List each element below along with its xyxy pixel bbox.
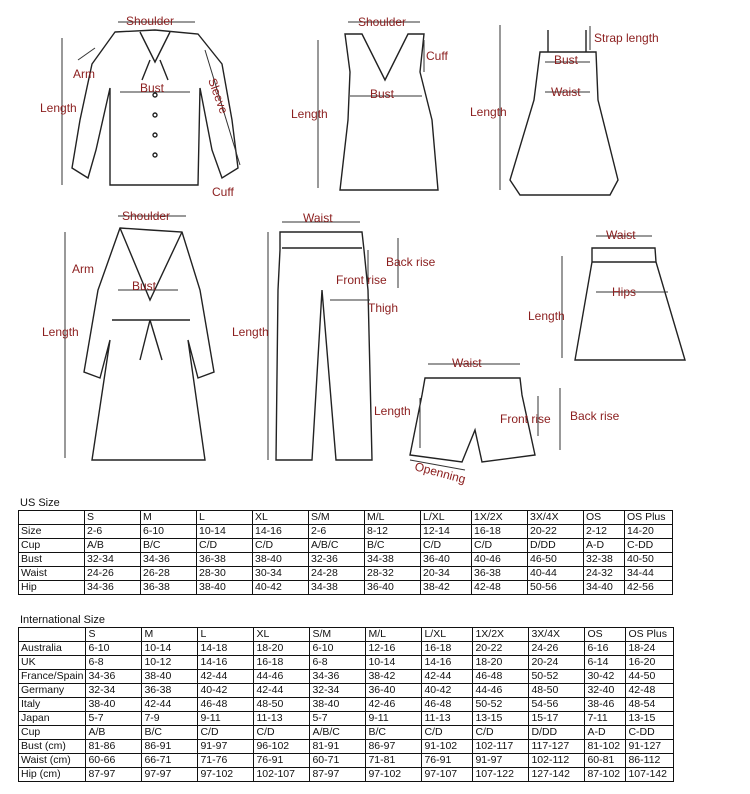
table-row — [19, 525, 673, 539]
size-cell: 42-48 — [472, 581, 528, 595]
size-cell: 38-40 — [142, 670, 198, 684]
size-cell: 46-50 — [528, 553, 584, 567]
size-cell: 48-50 — [254, 698, 310, 712]
intl-size-table — [18, 627, 674, 782]
size-cell: B/C — [366, 726, 422, 740]
table-header-row — [19, 628, 674, 642]
size-cell: 38-40 — [86, 698, 142, 712]
size-cell: 9-11 — [366, 712, 422, 726]
size-cell: 107-122 — [473, 768, 529, 782]
size-cell: 71-76 — [198, 754, 254, 768]
size-cell: S — [86, 628, 142, 642]
size-cell: 36-40 — [421, 553, 472, 567]
size-cell: 24-32 — [584, 567, 625, 581]
size-cell: A/B — [86, 726, 142, 740]
size-cell: XL — [254, 628, 310, 642]
shirt-arm-label: Arm — [73, 67, 95, 81]
size-cell: 28-30 — [197, 567, 253, 581]
size-cell: 34-36 — [310, 670, 366, 684]
size-cell: 13-15 — [473, 712, 529, 726]
size-cell: 44-50 — [626, 670, 674, 684]
size-cell: 38-40 — [197, 581, 253, 595]
trousers-waist-label: Waist — [303, 211, 333, 225]
size-cell: 50-56 — [528, 581, 584, 595]
size-cell: 1X/2X — [472, 511, 528, 525]
table-row — [19, 754, 674, 768]
size-cell: 32-36 — [309, 553, 365, 567]
trousers-drawing — [268, 222, 398, 460]
size-cell: 2-12 — [584, 525, 625, 539]
size-cell: 91-102 — [422, 740, 473, 754]
size-cell: 20-34 — [421, 567, 472, 581]
coat-bust-label: Bust — [132, 279, 157, 293]
size-cell: 16-18 — [422, 642, 473, 656]
coat-arm-label: Arm — [72, 262, 94, 276]
size-cell: A-D — [585, 726, 626, 740]
size-cell: 44-46 — [254, 670, 310, 684]
size-cell: 38-42 — [421, 581, 472, 595]
size-cell: 24-26 — [529, 642, 585, 656]
shirt-sleeve-label: Sleeve — [205, 76, 231, 116]
trousers-back-rise-label: Back rise — [386, 255, 436, 269]
size-cell: 18-20 — [254, 642, 310, 656]
size-cell: 10-14 — [197, 525, 253, 539]
size-cell: 6-10 — [86, 642, 142, 656]
size-cell: C/D — [254, 726, 310, 740]
table-row — [19, 553, 673, 567]
dress-bust-label: Bust — [554, 53, 579, 67]
size-cell: B/C — [365, 539, 421, 553]
table-row — [19, 670, 674, 684]
size-cell: 32-38 — [584, 553, 625, 567]
size-cell: 42-46 — [366, 698, 422, 712]
size-cell: 42-44 — [254, 684, 310, 698]
size-cell: 117-127 — [529, 740, 585, 754]
size-cell: A/B/C — [310, 726, 366, 740]
table-row — [19, 539, 673, 553]
size-cell: S/M — [310, 628, 366, 642]
size-cell: 66-71 — [142, 754, 198, 768]
skirt-waist-label: Waist — [606, 228, 636, 242]
size-cell: 102-107 — [254, 768, 310, 782]
size-cell: C/D — [253, 539, 309, 553]
size-cell: 6-10 — [141, 525, 197, 539]
size-cell: 24-26 — [85, 567, 141, 581]
size-cell: 6-10 — [310, 642, 366, 656]
dress-length-label: Length — [470, 105, 507, 119]
shorts-length-label: Length — [374, 404, 411, 418]
size-cell: 34-36 — [141, 553, 197, 567]
size-cell: 87-97 — [86, 768, 142, 782]
size-cell: 12-16 — [366, 642, 422, 656]
shorts-opening-label: Openning — [413, 459, 468, 487]
size-cell: 38-40 — [253, 553, 309, 567]
shorts-back-rise-label: Back rise — [570, 409, 620, 423]
size-cell: 10-14 — [366, 656, 422, 670]
size-cell: 5-7 — [86, 712, 142, 726]
size-cell: 10-14 — [142, 642, 198, 656]
table-row — [19, 698, 674, 712]
row-label-cell: Cup — [19, 726, 86, 740]
size-cell: 42-44 — [422, 670, 473, 684]
coat-length-label: Length — [42, 325, 79, 339]
shirt-cuff-label: Cuff — [212, 185, 234, 199]
row-label-cell: Waist — [19, 567, 85, 581]
row-label-cell: Italy — [19, 698, 86, 712]
size-cell: 38-42 — [366, 670, 422, 684]
size-cell: C/D — [421, 539, 472, 553]
size-cell: XL — [253, 511, 309, 525]
size-cell: 34-36 — [86, 670, 142, 684]
size-cell: 6-8 — [310, 656, 366, 670]
size-cell: L/XL — [421, 511, 472, 525]
size-cell: 14-16 — [253, 525, 309, 539]
size-cell: 34-38 — [309, 581, 365, 595]
size-cell: 87-102 — [585, 768, 626, 782]
row-label-cell: Cup — [19, 539, 85, 553]
size-cell: 34-38 — [365, 553, 421, 567]
size-cell: C/D — [422, 726, 473, 740]
row-label-cell: Germany — [19, 684, 86, 698]
size-cell: 16-20 — [626, 656, 674, 670]
size-cell: 36-40 — [365, 581, 421, 595]
size-cell: 102-117 — [473, 740, 529, 754]
size-cell: 10-12 — [142, 656, 198, 670]
size-cell: M/L — [366, 628, 422, 642]
size-cell: C/D — [472, 539, 528, 553]
size-cell: 76-91 — [254, 754, 310, 768]
size-cell: 30-34 — [253, 567, 309, 581]
size-cell: 38-46 — [585, 698, 626, 712]
size-cell: 30-42 — [585, 670, 626, 684]
size-cell: 7-9 — [142, 712, 198, 726]
size-cell: 91-97 — [473, 754, 529, 768]
size-cell: 9-11 — [198, 712, 254, 726]
size-cell: 7-11 — [585, 712, 626, 726]
size-cell: 1X/2X — [473, 628, 529, 642]
size-cell: 32-34 — [310, 684, 366, 698]
size-cell: 16-18 — [472, 525, 528, 539]
size-cell: 42-56 — [625, 581, 673, 595]
size-cell: OS Plus — [626, 628, 674, 642]
size-cell: 14-18 — [198, 642, 254, 656]
size-cell: 34-40 — [584, 581, 625, 595]
row-label-cell: UK — [19, 656, 86, 670]
shorts-front-rise-label: Front rise — [500, 412, 551, 426]
size-cell: C-DD — [626, 726, 674, 740]
skirt-length-label: Length — [528, 309, 565, 323]
table-row — [19, 740, 674, 754]
size-cell: 14-20 — [625, 525, 673, 539]
tank-bust-label: Bust — [370, 87, 395, 101]
skirt-hips-label: Hips — [612, 285, 637, 299]
size-cell: 36-38 — [142, 684, 198, 698]
dress-drawing — [500, 25, 618, 195]
size-cell: 97-102 — [366, 768, 422, 782]
table-row — [19, 684, 674, 698]
size-cell: 60-81 — [585, 754, 626, 768]
size-cell: 38-40 — [310, 698, 366, 712]
us-size-table — [18, 510, 673, 595]
size-cell: 13-15 — [626, 712, 674, 726]
size-cell: 44-46 — [473, 684, 529, 698]
row-label-cell: Hip — [19, 581, 85, 595]
size-cell: 32-40 — [585, 684, 626, 698]
size-cell: 12-14 — [421, 525, 472, 539]
size-cell: 32-34 — [85, 553, 141, 567]
trousers-length-label: Length — [232, 325, 269, 339]
coat-shoulder-label: Shoulder — [122, 209, 171, 223]
size-cell: 34-36 — [85, 581, 141, 595]
row-label-cell — [19, 511, 85, 525]
size-cell: A-D — [584, 539, 625, 553]
size-cell: 50-52 — [473, 698, 529, 712]
size-cell: 20-22 — [528, 525, 584, 539]
size-cell: 6-14 — [585, 656, 626, 670]
size-cell: D/DD — [528, 539, 584, 553]
size-cell: 102-112 — [529, 754, 585, 768]
dress-strap-length-label: Strap length — [594, 31, 659, 45]
size-cell: 81-86 — [86, 740, 142, 754]
size-cell: OS Plus — [625, 511, 673, 525]
size-cell: 32-34 — [86, 684, 142, 698]
size-cell: 42-44 — [198, 670, 254, 684]
size-cell: 14-16 — [198, 656, 254, 670]
row-label-cell — [19, 628, 86, 642]
size-cell: 48-54 — [626, 698, 674, 712]
size-cell: 86-112 — [626, 754, 674, 768]
size-cell: 5-7 — [310, 712, 366, 726]
size-cell: 36-40 — [366, 684, 422, 698]
size-cell: C/D — [473, 726, 529, 740]
size-cell: 18-20 — [473, 656, 529, 670]
size-cell: 40-46 — [472, 553, 528, 567]
size-cell: C/D — [197, 539, 253, 553]
size-cell: 46-48 — [422, 698, 473, 712]
size-cell: 34-44 — [625, 567, 673, 581]
size-cell: 71-81 — [366, 754, 422, 768]
size-cell: 8-12 — [365, 525, 421, 539]
table-row — [19, 656, 674, 670]
us-size-title: US Size — [20, 497, 60, 509]
tank-shoulder-label: Shoulder — [358, 15, 407, 29]
size-cell: 42-48 — [626, 684, 674, 698]
size-cell: 36-38 — [472, 567, 528, 581]
size-cell: 60-66 — [86, 754, 142, 768]
size-cell: 3X/4X — [529, 628, 585, 642]
size-cell: 97-107 — [422, 768, 473, 782]
table-row — [19, 726, 674, 740]
trousers-front-rise-label: Front rise — [336, 273, 387, 287]
size-cell: 46-48 — [473, 670, 529, 684]
shirt-shoulder-label: Shoulder — [126, 14, 175, 28]
row-label-cell: Waist (cm) — [19, 754, 86, 768]
size-cell: 24-28 — [309, 567, 365, 581]
size-cell: 97-97 — [142, 768, 198, 782]
size-cell: 91-97 — [198, 740, 254, 754]
size-cell: L — [198, 628, 254, 642]
row-label-cell: Bust (cm) — [19, 740, 86, 754]
size-cell: M — [142, 628, 198, 642]
size-cell: OS — [584, 511, 625, 525]
size-cell: S/M — [309, 511, 365, 525]
tank-cuff-label: Cuff — [426, 49, 448, 63]
size-cell: M/L — [365, 511, 421, 525]
size-cell: 46-48 — [198, 698, 254, 712]
size-cell: 14-16 — [422, 656, 473, 670]
size-cell: 15-17 — [529, 712, 585, 726]
shirt-bust-label: Bust — [140, 81, 165, 95]
size-cell: 6-8 — [86, 656, 142, 670]
size-cell: 48-50 — [529, 684, 585, 698]
size-cell: 36-38 — [197, 553, 253, 567]
tank-length-label: Length — [291, 107, 328, 121]
size-cell: 11-13 — [254, 712, 310, 726]
row-label-cell: Bust — [19, 553, 85, 567]
size-cell: A/B — [85, 539, 141, 553]
size-cell: L/XL — [422, 628, 473, 642]
dress-waist-label: Waist — [551, 85, 581, 99]
size-cell: 11-13 — [422, 712, 473, 726]
table-row — [19, 712, 674, 726]
size-cell: L — [197, 511, 253, 525]
size-cell: S — [85, 511, 141, 525]
table-header-row — [19, 511, 673, 525]
size-cell: 76-91 — [422, 754, 473, 768]
size-cell: B/C — [141, 539, 197, 553]
table-row — [19, 581, 673, 595]
size-cell: 60-71 — [310, 754, 366, 768]
row-label-cell: France/Spain — [19, 670, 86, 684]
tank-top-drawing — [318, 22, 438, 190]
size-cell: 40-50 — [625, 553, 673, 567]
size-cell: 97-102 — [198, 768, 254, 782]
size-cell: B/C — [142, 726, 198, 740]
size-cell: 81-91 — [310, 740, 366, 754]
row-label-cell: Size — [19, 525, 85, 539]
size-cell: 40-44 — [528, 567, 584, 581]
table-row — [19, 642, 674, 656]
size-cell: 2-6 — [85, 525, 141, 539]
size-cell: D/DD — [529, 726, 585, 740]
size-cell: 16-18 — [254, 656, 310, 670]
table-row — [19, 567, 673, 581]
size-cell: 18-24 — [626, 642, 674, 656]
shorts-waist-label: Waist — [452, 356, 482, 370]
size-cell: 86-97 — [366, 740, 422, 754]
size-cell: 6-16 — [585, 642, 626, 656]
size-cell: 87-97 — [310, 768, 366, 782]
size-cell: C/D — [198, 726, 254, 740]
size-cell: 127-142 — [529, 768, 585, 782]
size-cell: 3X/4X — [528, 511, 584, 525]
size-cell: 20-22 — [473, 642, 529, 656]
size-cell: 54-56 — [529, 698, 585, 712]
size-cell: 40-42 — [422, 684, 473, 698]
size-cell: 107-142 — [626, 768, 674, 782]
size-cell: 28-32 — [365, 567, 421, 581]
table-row — [19, 768, 674, 782]
size-cell: C-DD — [625, 539, 673, 553]
intl-size-title: International Size — [20, 614, 105, 626]
size-cell: A/B/C — [309, 539, 365, 553]
size-cell: 81-102 — [585, 740, 626, 754]
size-cell: 2-6 — [309, 525, 365, 539]
size-cell: 26-28 — [141, 567, 197, 581]
size-cell: 40-42 — [253, 581, 309, 595]
size-cell: 91-127 — [626, 740, 674, 754]
size-cell: 40-42 — [198, 684, 254, 698]
trousers-thigh-label: Thigh — [368, 301, 399, 315]
shirt-length-label: Length — [40, 101, 77, 115]
size-cell: 86-91 — [142, 740, 198, 754]
size-cell: 36-38 — [141, 581, 197, 595]
coat-drawing — [65, 216, 214, 460]
size-cell: 42-44 — [142, 698, 198, 712]
row-label-cell: Australia — [19, 642, 86, 656]
row-label-cell: Japan — [19, 712, 86, 726]
row-label-cell: Hip (cm) — [19, 768, 86, 782]
shirt-drawing — [62, 22, 240, 185]
size-cell: 96-102 — [254, 740, 310, 754]
size-cell: M — [141, 511, 197, 525]
size-cell: OS — [585, 628, 626, 642]
size-cell: 50-52 — [529, 670, 585, 684]
size-cell: 20-24 — [529, 656, 585, 670]
